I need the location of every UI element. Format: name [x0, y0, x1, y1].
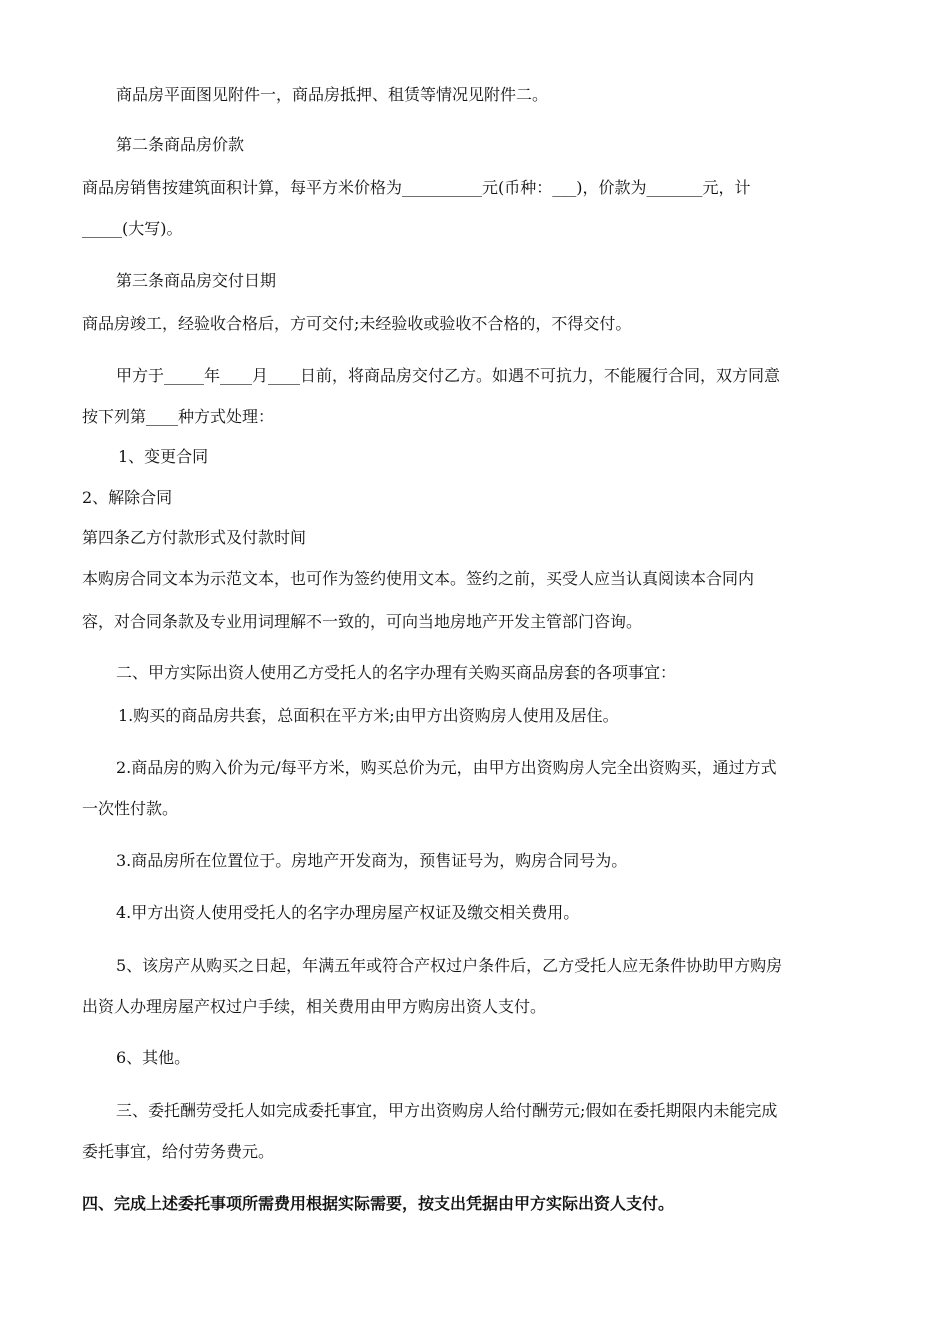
list-item-change-contract: 1、变更合同 — [118, 447, 209, 466]
item-2-line-1: 2.商品房的购入价为元/每平方米，购买总价为元，由甲方出资购房人完全出资购买，通过方式 — [116, 758, 777, 777]
heading-article-2: 第二条商品房价款 — [116, 135, 245, 154]
paragraph-delivery: 商品房竣工，经验收合格后，方可交付;未经验收或验收不合格的，不得交付。 — [82, 314, 632, 333]
item-6: 6、其他。 — [116, 1048, 191, 1067]
paragraph-price-line-1: 商品房销售按建筑面积计算，每平方米价格为__________元(币种：___)，价款为_______元，计 — [82, 178, 751, 197]
item-5-line-2: 出资人办理房屋产权过户手续，相关费用由甲方购房出资人支付。 — [82, 997, 547, 1016]
item-2-line-2: 一次性付款。 — [82, 799, 179, 818]
paragraph-attachments: 商品房平面图见附件一，商品房抵押、租赁等情况见附件二。 — [116, 85, 549, 104]
item-1: 1.购买的商品房共套，总面积在平方米;由甲方出资购房人使用及居住。 — [118, 706, 619, 725]
paragraph-price-line-2: _____(大写)。 — [82, 219, 183, 238]
section-3-line-1: 三、委托酬劳受托人如完成委托事宜，甲方出资购房人给付酬劳元;假如在委托期限内未能完成 — [116, 1101, 778, 1120]
heading-article-3: 第三条商品房交付日期 — [116, 271, 277, 290]
paragraph-template-line-2: 容，对合同条款及专业用词理解不一致的，可向当地房地产开发主管部门咨询。 — [82, 612, 643, 631]
section-3-line-2: 委托事宜，给付劳务费元。 — [82, 1142, 275, 1161]
paragraph-date-line-2: 按下列第____种方式处理： — [82, 407, 275, 426]
list-item-cancel-contract: 2、解除合同 — [82, 488, 173, 507]
section-4-statement: 四、完成上述委托事项所需费用根据实际需要，按支出凭据由甲方实际出资人支付。 — [82, 1194, 675, 1213]
paragraph-date-line-1: 甲方于_____年____月____日前，将商品房交付乙方。如遇不可抗力，不能履行合同，双方同意 — [116, 366, 781, 385]
heading-article-4: 第四条乙方付款形式及付款时间 — [82, 528, 307, 547]
item-3: 3.商品房所在位置位于。房地产开发商为，预售证号为，购房合同号为。 — [116, 851, 628, 870]
section-2-heading: 二、甲方实际出资人使用乙方受托人的名字办理有关购买商品房套的各项事宜： — [116, 663, 677, 682]
paragraph-template-line-1: 本购房合同文本为示范文本，也可作为签约使用文本。签约之前，买受人应当认真阅读本合同内 — [82, 569, 755, 588]
item-4: 4.甲方出资人使用受托人的名字办理房屋产权证及缴交相关费用。 — [116, 903, 580, 922]
item-5-line-1: 5、该房产从购买之日起，年满五年或符合产权过户条件后，乙方受托人应无条件协助甲方购房 — [116, 956, 783, 975]
